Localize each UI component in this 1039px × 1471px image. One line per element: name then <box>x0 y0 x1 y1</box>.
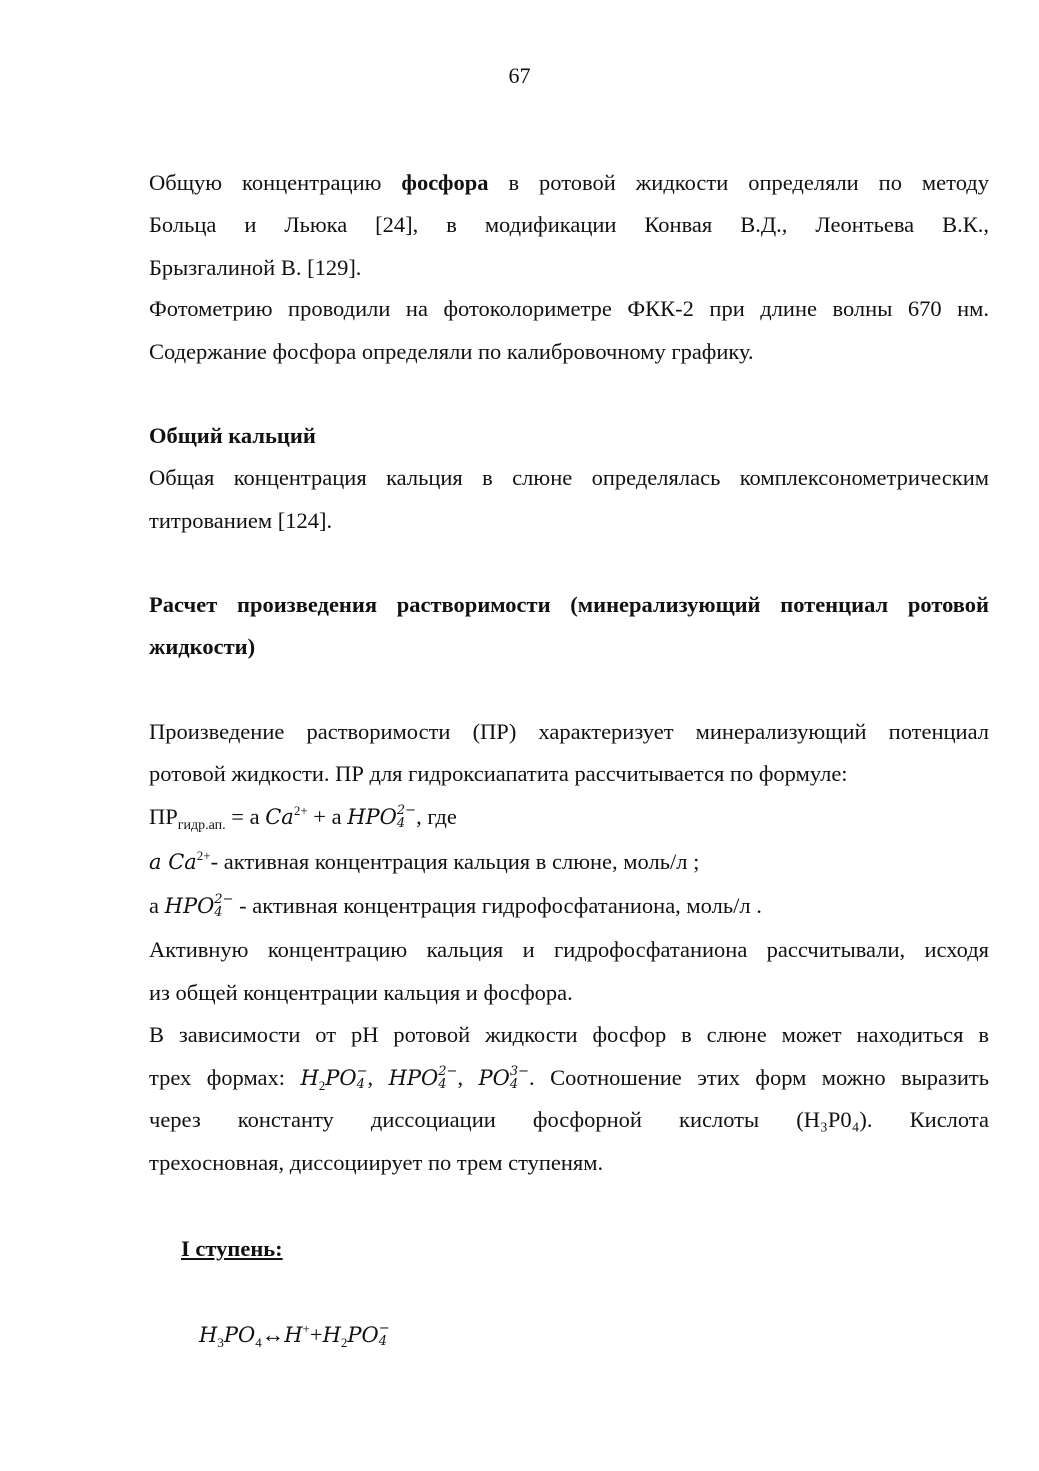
paragraph-photometry-line-1: Фотометрию проводили на фотоколориметре ФКК-2 при длине волны 670 нм. <box>149 296 989 321</box>
definition-hydrophosphate: а HPO 2− 4 - активная концентрация гидрофосфатаниона, моль/л . <box>149 892 762 920</box>
paragraph-phosphorus-line-2: Больца и Льюка [24], в модификации Конвая В.Д., Леонтьева В.К., <box>149 212 989 237</box>
paragraph-ph-line-2: трех формах: $H_2PO$ − 4 , HPO 2− 4 , PO 3− 4 . Соотношение этих форм можно выразить <box>149 1064 989 1094</box>
paragraph-photometry-line-2: Содержание фосфора определяли по калибровочному графику. <box>149 339 754 364</box>
paragraph-calcium-line-2: титрованием [124]. <box>149 508 333 533</box>
bold-term-phosphorus: фосфора <box>401 170 489 195</box>
step-heading: I ступень: <box>181 1236 283 1261</box>
paragraph-active-line-1: Активную концентрацию кальция и гидрофосфатаниона рассчитывали, исходя <box>149 937 989 962</box>
paragraph-phosphorus-line-3: Брызгалиной В. [129]. <box>149 255 362 280</box>
paragraph-calcium-line-1: Общая концентрация кальция в слюне определялась комплексонометрическим <box>149 465 989 490</box>
definition-calcium: a $Ca^{2+}-$ активная концентрация кальция в слюне, моль/л ; <box>149 848 700 874</box>
paragraph-active-line-2: из общей концентрации кальция и фосфора. <box>149 980 573 1005</box>
paragraph-ph-line-3: через константу диссоциации фосфорной кислоты (H₃P0₄). Кислота <box>149 1107 989 1132</box>
page-number: 67 <box>508 63 531 88</box>
paragraph-solubility-line-1: Произведение растворимости (ПР) характеризует минерализующий потенциал <box>149 719 989 744</box>
formula-solubility-product: $ПР_{гидр.ап.} = а$ $Ca^{2+} + а$ HPO 2− 4 , где <box>149 803 457 834</box>
paragraph-ph-line-1: В зависимости от pH ротовой жидкости фосфор в слюне может находиться в <box>149 1022 989 1047</box>
heading-solubility-line-2: жидкости) <box>149 634 256 659</box>
heading-solubility-line-1: Расчет произведения растворимости (минерализующий потенциал ротовой <box>149 592 989 617</box>
heading-total-calcium: Общий кальций <box>149 423 316 448</box>
paragraph-phosphorus-line-1: Общую концентрацию фосфора в ротовой жидкости определяли по методу <box>149 170 989 195</box>
paragraph-ph-line-4: трехосновная, диссоциирует по трем ступеням. <box>149 1150 604 1175</box>
equation-first-dissociation: $H_3PO_4\leftrightarrow H^++H_2PO$ − 4 <box>199 1320 390 1350</box>
paragraph-solubility-line-2: ротовой жидкости. ПР для гидроксиапатита рассчитывается по формуле: <box>149 761 848 786</box>
